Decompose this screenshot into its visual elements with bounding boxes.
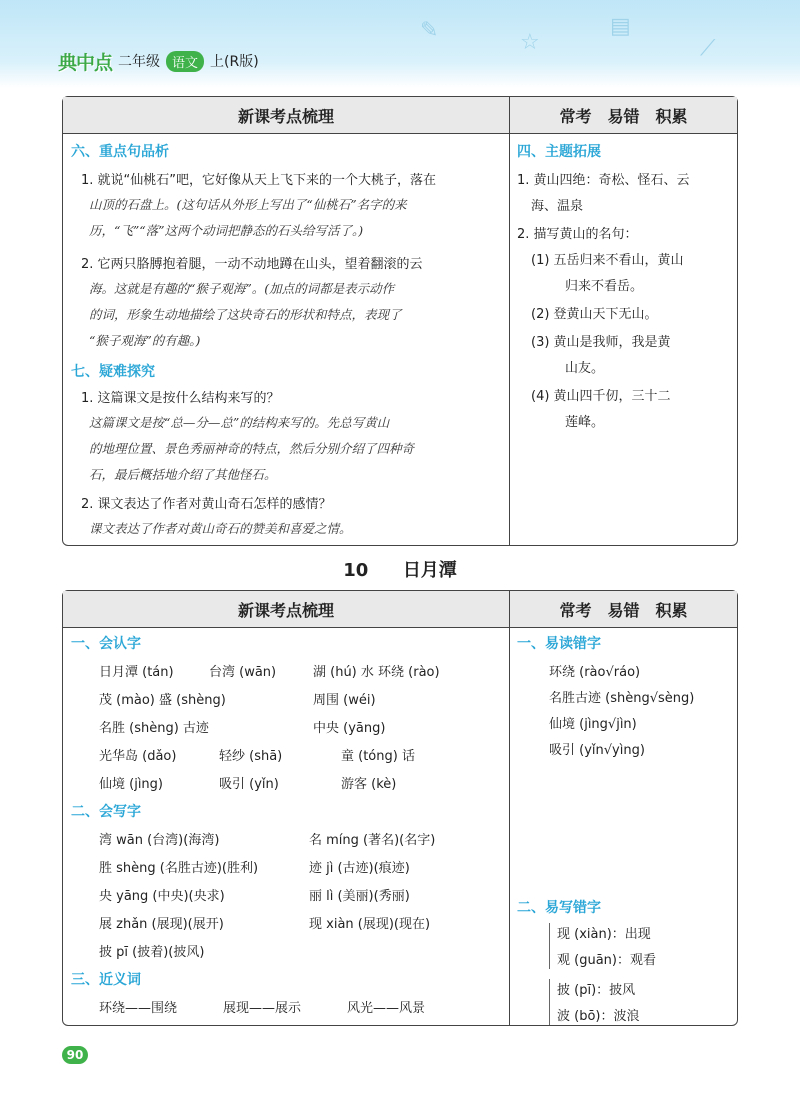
extension-line: 山友。 xyxy=(565,361,605,376)
grade-label: 二年级 xyxy=(118,54,161,70)
recognize-word: 吸引 (yǐn) xyxy=(219,777,279,792)
panel-1-divider xyxy=(509,97,510,545)
star-icon: ☆ xyxy=(520,30,540,55)
recognize-word: 名胜 (shèng) 古迹 xyxy=(99,721,209,736)
book-icon: ▤ xyxy=(610,14,631,39)
logo: 典中点 xyxy=(58,51,113,74)
extension-line: 2. 描写黄山的名句： xyxy=(517,227,638,242)
answer-line: 课文表达了作者对黄山奇石的赞美和喜爱之情。 xyxy=(89,521,352,536)
subject-badge: 语文 xyxy=(166,51,204,72)
write-word: 丽 lì (美丽)(秀丽) xyxy=(309,889,410,904)
extension-line: (3) 黄山是我师，我是黄 xyxy=(531,335,671,350)
extension-line: 归来不看岳。 xyxy=(565,279,644,294)
misread-item: 环绕 (rào√ráo) xyxy=(549,665,641,680)
page-number: 90 xyxy=(62,1046,88,1064)
sentence-line: 海。这就是有趣的“猴子观海”。(加点的词都是表示动作 xyxy=(89,281,395,296)
write-word: 湾 wān (台湾)(海湾) xyxy=(99,833,220,848)
recognize-word: 童 (tóng) 话 xyxy=(341,749,415,764)
panel-2-left-title: 新课考点梳理 xyxy=(237,600,334,620)
recognize-word: 周围 (wéi) xyxy=(313,693,376,708)
synonym-pair: 展现——展示 xyxy=(223,1001,302,1016)
recognize-chars-heading: 一、会认字 xyxy=(71,636,141,652)
answer-line: 石，最后概括地介绍了其他怪石。 xyxy=(89,467,277,482)
extension-line: 海、温泉 xyxy=(531,199,584,214)
extension-line: (1) 五岳归来不看山，黄山 xyxy=(531,253,684,268)
panel-2-divider xyxy=(509,591,510,1025)
bracket-group-1 xyxy=(549,923,550,969)
lesson-title xyxy=(0,556,800,582)
pencil-icon: ✎ xyxy=(420,18,439,43)
sentence-line: 1. 就说“仙桃石”吧，它好像从天上飞下来的一个大桃子，落在 xyxy=(81,173,437,188)
extension-line: 1. 黄山四绝：奇松、怪石、云 xyxy=(517,173,690,188)
edition-label: 上(R版) xyxy=(210,54,259,70)
recognize-word: 茂 (mào) 盛 (shèng) xyxy=(99,693,226,708)
miswrite-item: 披 (pī)：披风 xyxy=(557,983,636,998)
recognize-word: 轻纱 (shā) xyxy=(219,749,283,764)
miswrite-item: 现 (xiàn)：出现 xyxy=(557,927,651,942)
lesson-name: 日月潭 xyxy=(402,560,457,581)
synonyms-heading: 三、近义词 xyxy=(71,972,141,988)
extension-line: (4) 黄山四千仞，三十二 xyxy=(531,389,671,404)
panel-1-right-header xyxy=(510,97,737,134)
miswrite-item: 观 (guān)：观看 xyxy=(557,953,656,968)
header-brand xyxy=(58,48,259,74)
extension-line: 莲峰。 xyxy=(565,415,605,430)
panel-2-right-header xyxy=(510,591,737,628)
recognize-word: 日月潭 (tán) xyxy=(99,665,174,680)
panel-1-right-title: 常考 易错 积累 xyxy=(559,106,688,126)
panel-2-left-header xyxy=(63,591,509,628)
theme-extension-heading: 四、主题拓展 xyxy=(517,144,601,160)
write-word: 展 zhǎn (展现)(展开) xyxy=(99,917,224,932)
extension-line: (2) 登黄山天下无山。 xyxy=(531,307,658,322)
lesson-number: 10 xyxy=(343,560,369,581)
panel-1-left-header xyxy=(63,97,509,134)
panel-2-right-title: 常考 易错 积累 xyxy=(559,600,688,620)
misread-item: 吸引 (yǐn√yìng) xyxy=(549,743,645,758)
sentence-line: 历，“飞”“落”这两个动词把静态的石头给写活了。) xyxy=(89,223,364,238)
sentence-line: “猴子观海”的有趣。) xyxy=(89,333,201,348)
recognize-word: 光华岛 (dǎo) xyxy=(99,749,177,764)
write-word: 胜 shèng (名胜古迹)(胜利) xyxy=(99,861,259,876)
panel-review-2 xyxy=(62,590,738,1026)
write-word: 央 yāng (中央)(央求) xyxy=(99,889,225,904)
recognize-word: 仙境 (jìng) xyxy=(99,777,163,792)
ruler-icon: ⟋ xyxy=(700,36,716,61)
write-word: 迹 jì (古迹)(痕迹) xyxy=(309,861,410,876)
answer-line: 的地理位置、景色秀丽神奇的特点，然后分别介绍了四种奇 xyxy=(89,441,415,456)
recognize-word: 台湾 (wān) xyxy=(209,665,277,680)
question-line: 2. 课文表达了作者对黄山奇石怎样的感情？ xyxy=(81,497,332,512)
synonym-pair: 环绕——围绕 xyxy=(99,1001,178,1016)
recognize-word: 游客 (kè) xyxy=(341,777,397,792)
question-line: 1. 这篇课文是按什么结构来写的？ xyxy=(81,391,280,406)
sentence-line: 的词，形象生动地描绘了这块奇石的形状和特点，表现了 xyxy=(89,307,402,322)
answer-line: 这篇课文是按“总—分—总”的结构来写的。先总写黄山 xyxy=(89,415,390,430)
misread-item: 名胜古迹 (shèng√sèng) xyxy=(549,691,695,706)
header-band xyxy=(0,0,800,88)
recognize-word: 中央 (yāng) xyxy=(313,721,386,736)
sentence-line: 2. 它两只胳膊抱着腿，一动不动地蹲在山头，望着翻滚的云 xyxy=(81,257,423,272)
panel-review-1 xyxy=(62,96,738,546)
panel-1-left-title: 新课考点梳理 xyxy=(237,106,334,126)
key-sentences-heading: 六、重点句品析 xyxy=(71,144,169,160)
write-word: 现 xiàn (展现)(现在) xyxy=(309,917,431,932)
miswrite-item: 波 (bō)：波浪 xyxy=(557,1009,640,1024)
write-word: 名 míng (著名)(名字) xyxy=(309,833,436,848)
write-chars-heading: 二、会写字 xyxy=(71,804,141,820)
misread-item: 仙境 (jìng√jìn) xyxy=(549,717,637,732)
synonym-pair: 风光——风景 xyxy=(347,1001,426,1016)
recognize-word: 湖 (hú) 水 环绕 (rào) xyxy=(313,665,440,680)
write-word: 披 pī (披着)(披风) xyxy=(99,945,205,960)
miswrite-heading: 二、易写错字 xyxy=(517,900,601,916)
bracket-group-2 xyxy=(549,979,550,1025)
difficult-questions-heading: 七、疑难探究 xyxy=(71,364,155,380)
sentence-line: 山顶的石盘上。(这句话从外形上写出了“仙桃石”名字的来 xyxy=(89,197,407,212)
misread-heading: 一、易读错字 xyxy=(517,636,601,652)
